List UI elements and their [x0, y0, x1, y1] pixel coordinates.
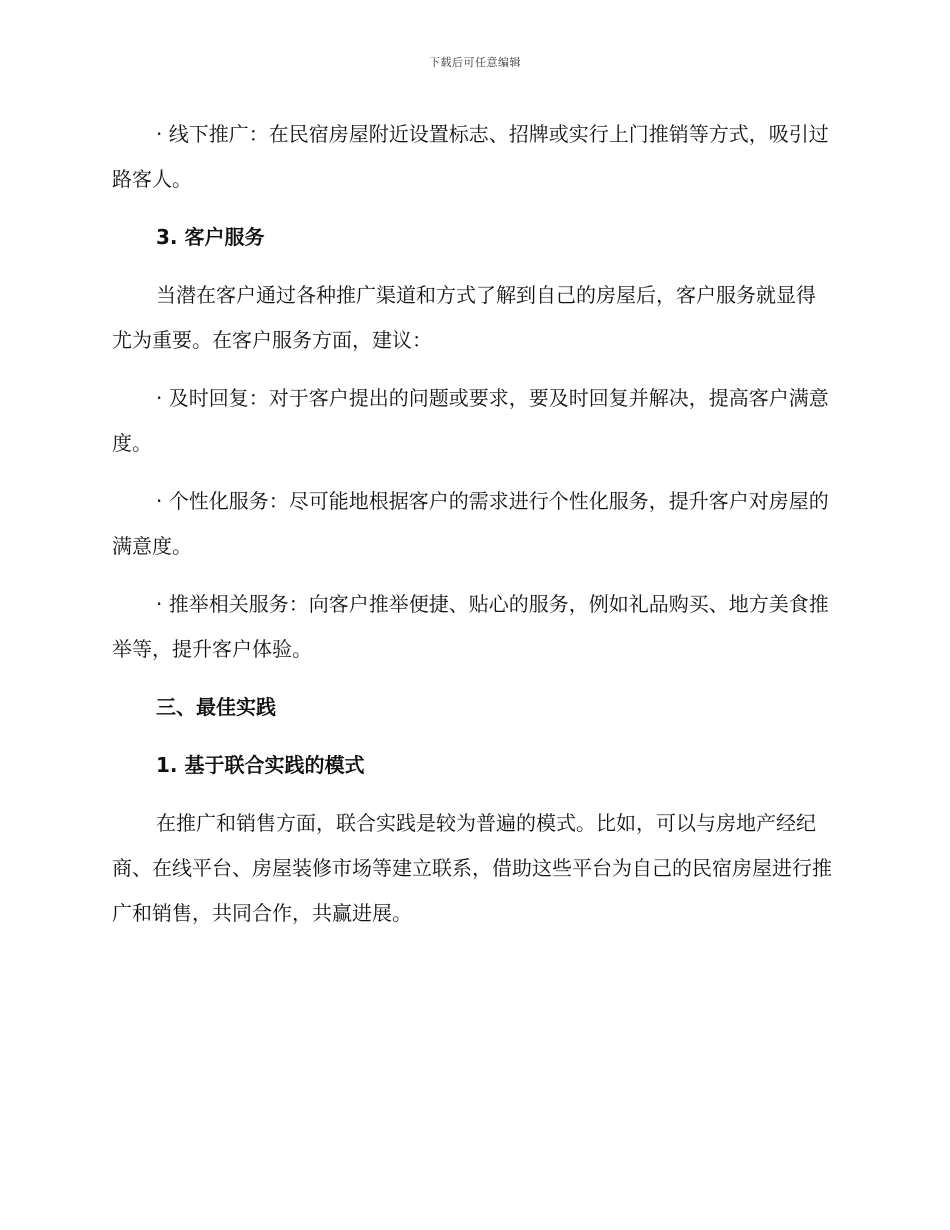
paragraph-joint-practice: 在推广和销售方面，联合实践是较为普遍的模式。比如，可以与房地产经纪商、在线平台、房屋装修市场等建立联系，借助这些平台为自己的民宿房屋进行推广和销售，共同合作，共赢进展。	[112, 811, 832, 925]
document-body	[112, 112, 832, 949]
heading-joint-practice-model: 1. 基于联合实践的模式	[156, 753, 365, 777]
paragraph-recommend-services: · 推举相关服务：向客户推举便捷、贴心的服务，例如礼品购买、地方美食推举等，提升客户体验。	[112, 592, 829, 661]
page-header: 下载后可任意编辑	[429, 56, 521, 69]
paragraph-timely-reply: · 及时回复：对于客户提出的问题或要求，要及时回复并解决，提高客户满意度。	[112, 386, 829, 455]
paragraph-personalized-service: · 个性化服务：尽可能地根据客户的需求进行个性化服务，提升客户对房屋的满意度。	[112, 489, 829, 558]
paragraph-offline-promotion: · 线下推广：在民宿房屋附近设置标志、招牌或实行上门推销等方式，吸引过路客人。	[112, 122, 829, 191]
paragraph-customer-service-intro: 当潜在客户通过各种推广渠道和方式了解到自己的房屋后，客户服务就显得尤为重要。在客户服务方面，建议：	[112, 283, 816, 352]
heading-best-practices: 三、最佳实践	[156, 695, 276, 719]
heading-customer-service: 3. 客户服务	[156, 225, 265, 249]
